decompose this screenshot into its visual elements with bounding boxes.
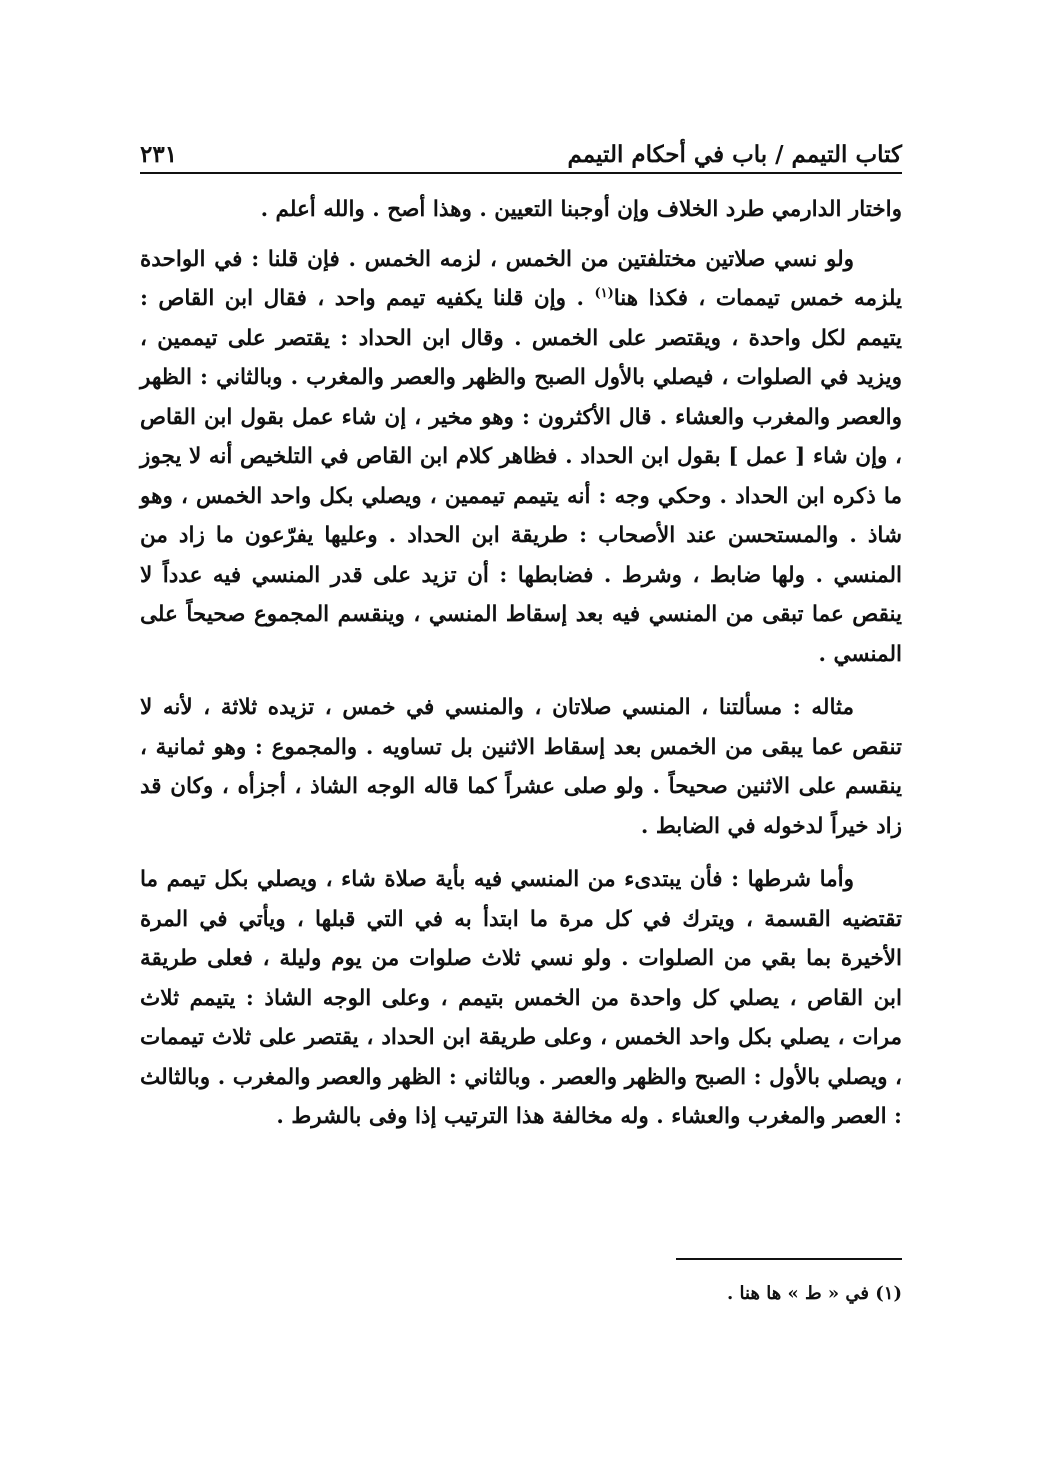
paragraph-2 <box>140 240 902 675</box>
footnote-reference: (١) <box>594 285 614 301</box>
header-title: كتاب التيمم / باب في أحكام التيمم <box>567 141 902 168</box>
paragraph-1: واختار الدارمي طرد الخلاف وإن أوجبنا التعيين . وهذا أصح . والله أعلم . <box>260 197 902 222</box>
main-text <box>140 190 902 1137</box>
paragraph-3: مثاله : مسألتنا ، المنسي صلاتان ، والمنسي في خمس ، تزيده ثلاثة ، لأنه لا تنقص عما يبقى من الخمس بعد إسقاط الاثنين بل تساويه . والمجموع : وهو ثمانية ، ينقسم على الاثنين صحيحاً . ولو صلى عشراً كما قاله الوجه الشاذ ، أجزأه ، وكان قد زاد خيراً لدخوله في الضابط . <box>140 695 902 839</box>
paragraph-4: وأما شرطها : فأن يبتدىء من المنسي فيه بأية صلاة شاء ، ويصلي بكل تيمم ما تقتضيه القسمة ، ويترك في كل مرة ما ابتدأ به في التي قبلها ، ويأتي في المرة الأخيرة بما بقي من الصلوات . ولو نسي ثلاث صلوات من يوم وليلة ، فعلى طريقة ابن القاص ، يصلي كل واحدة من الخمس بتيمم ، وعلى الوجه الشاذ : يتيمم ثلاث مرات ، يصلي بكل واحد الخمس ، وعلى طريقة ابن الحداد ، يقتصر على ثلاث تيممات ، ويصلي بالأول : الصبح والظهر والعصر . وبالثاني : الظهر والعصر والمغرب . وبالثالث : العصر والمغرب والعشاء . وله مخالفة هذا الترتيب إذا وفى بالشرط . <box>140 867 902 1129</box>
footnote: (١) في « ط » ها هنا . <box>727 1283 902 1304</box>
page-number: ٢٣١ <box>140 141 178 168</box>
running-header <box>140 118 902 168</box>
paragraph-2-part-a: ولو نسي صلاتين مختلفتين من الخمس ، لزمه الخمس . فإن قلنا : في الواحدة يلزمه خمس تيممات ، فكذا هنا <box>140 246 902 311</box>
footnote-divider <box>676 1258 902 1260</box>
header-divider <box>140 172 902 174</box>
paragraph-2-part-b: . وإن قلنا يكفيه تيمم واحد ، فقال ابن القاص : يتيمم لكل واحدة ، ويقتصر على الخمس . وقال ابن الحداد : يقتصر على تيممين ، ويزيد في الصلوات ، فيصلي بالأول الصبح والظهر والعصر والمغرب . وبالثاني : الظهر والعصر والمغرب والعشاء . قال الأكثرون : وهو مخير ، إن شاء عمل بقول ابن القاص ، وإن شاء [ عمل ] بقول ابن الحداد . فظاهر كلام ابن القاص في التلخيص أنه لا يجوز ما ذكره ابن الحداد . وحكي وجه : أنه يتيمم تيممين ، ويصلي بكل واحد الخمس ، وهو شاذ . والمستحسن عند الأصحاب : طريقة ابن الحداد . وعليها يفرّعون ما زاد من المنسي . ولها ضابط ، وشرط . فضابطها : أن تزيد على قدر المنسي فيه عدداً لا ينقص عما تبقى من المنسي فيه بعد إسقاط المنسي ، وينقسم المجموع صحيحاً على المنسي . <box>140 286 902 667</box>
